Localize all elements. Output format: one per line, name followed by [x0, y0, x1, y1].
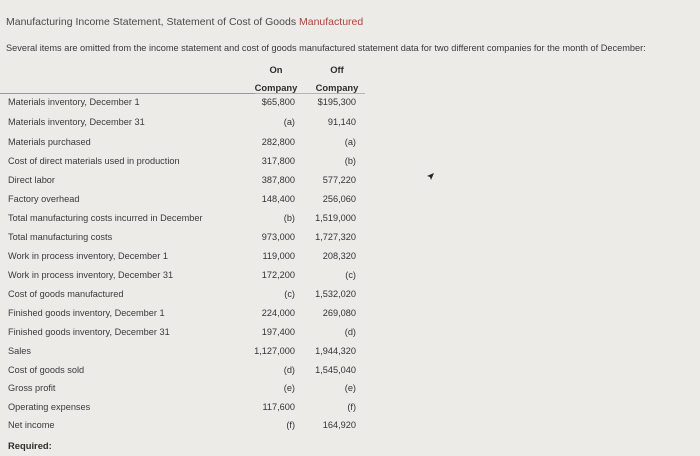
- row-label: Materials purchased: [8, 137, 91, 147]
- off-value: 1,944,320: [315, 346, 356, 356]
- off-value: (f): [347, 402, 356, 412]
- off-value: 577,220: [322, 175, 356, 185]
- table-row: [0, 156, 380, 174]
- title-highlight: Manufactured: [299, 16, 364, 28]
- col-on-line2: Company: [254, 82, 298, 93]
- col-off-line2: Company: [315, 82, 359, 93]
- off-value: 164,920: [322, 420, 356, 430]
- table-row: [0, 289, 380, 307]
- on-value: 1,127,000: [254, 346, 295, 356]
- row-label: Gross profit: [8, 383, 56, 393]
- off-value: 1,545,040: [315, 365, 356, 375]
- header-rule-values: [255, 93, 365, 94]
- row-label: Finished goods inventory, December 1: [8, 308, 165, 318]
- table-row: [0, 251, 380, 269]
- off-value: 256,060: [322, 194, 356, 204]
- row-label: Factory overhead: [8, 194, 80, 204]
- off-value: 208,320: [322, 251, 356, 261]
- on-value: 172,200: [261, 270, 295, 280]
- table-row: [0, 194, 380, 212]
- off-value: 1,727,320: [315, 232, 356, 242]
- off-value: $195,300: [317, 97, 356, 107]
- table-row: [0, 365, 380, 383]
- on-value: (f): [286, 420, 295, 430]
- on-value: 117,600: [262, 402, 295, 412]
- required-heading: Required:: [8, 440, 52, 451]
- row-label: Work in process inventory, December 1: [8, 251, 168, 261]
- on-value: (a): [283, 117, 295, 127]
- table-row: [0, 402, 380, 420]
- on-value: 387,800: [261, 175, 295, 185]
- on-value: 282,800: [261, 137, 295, 147]
- page-title: [6, 16, 363, 28]
- row-label: Cost of goods manufactured: [8, 289, 124, 299]
- on-value: 197,400: [261, 327, 295, 337]
- off-value: 1,519,000: [315, 213, 356, 223]
- row-label: Total manufacturing costs: [8, 232, 113, 242]
- off-value: (d): [344, 327, 356, 337]
- table-row: [0, 175, 380, 193]
- row-label: Work in process inventory, December 31: [8, 270, 174, 280]
- table-row: [0, 327, 380, 345]
- table-row: [0, 213, 380, 231]
- off-value: (a): [344, 137, 356, 147]
- row-label: Finished goods inventory, December 31: [8, 327, 170, 337]
- table-row: [0, 270, 380, 288]
- on-value: $65,800: [261, 97, 295, 107]
- off-value: (b): [344, 156, 356, 166]
- off-value: 269,080: [322, 308, 356, 318]
- off-value: 1,532,020: [315, 289, 356, 299]
- row-label: Operating expenses: [8, 402, 91, 412]
- off-value: (e): [344, 383, 356, 393]
- table-row: [0, 137, 380, 155]
- off-value: 91,140: [327, 117, 356, 127]
- row-label: Materials inventory, December 31: [8, 117, 145, 127]
- table-row: [0, 232, 380, 250]
- table-row: [0, 308, 380, 326]
- table-row: [0, 97, 380, 115]
- row-label: Sales: [8, 346, 31, 356]
- on-value: (c): [284, 289, 295, 299]
- col-off-line1: Off: [330, 64, 344, 75]
- col-on-line1: On: [269, 64, 283, 75]
- on-value: 119,000: [262, 251, 295, 261]
- table-row: [0, 420, 380, 438]
- row-label: Cost of goods sold: [8, 365, 85, 375]
- on-value: (d): [283, 365, 295, 375]
- on-value: 224,000: [261, 308, 295, 318]
- row-label: Materials inventory, December 1: [8, 97, 140, 107]
- cursor-arrow-icon: [425, 172, 435, 182]
- row-label: Net income: [8, 420, 55, 430]
- on-value: (b): [283, 213, 295, 223]
- table-row: [0, 383, 380, 401]
- row-label: Direct labor: [8, 175, 55, 185]
- off-value: (c): [345, 270, 356, 280]
- row-label: Total manufacturing costs incurred in December: [8, 213, 203, 223]
- intro-text: Several items are omitted from the income statement and cost of goods manufactured statement data for two different companies for the month of December:: [6, 43, 646, 53]
- row-label: Cost of direct materials used in production: [8, 156, 180, 166]
- on-value: 317,800: [261, 156, 295, 166]
- title-main: Manufacturing Income Statement, Statement of Cost of Goods: [6, 16, 299, 28]
- header-rule: [0, 93, 255, 94]
- table-row: [0, 117, 380, 135]
- on-value: 973,000: [261, 232, 295, 242]
- table-row: [0, 346, 380, 364]
- on-value: (e): [283, 383, 295, 393]
- on-value: 148,400: [261, 194, 295, 204]
